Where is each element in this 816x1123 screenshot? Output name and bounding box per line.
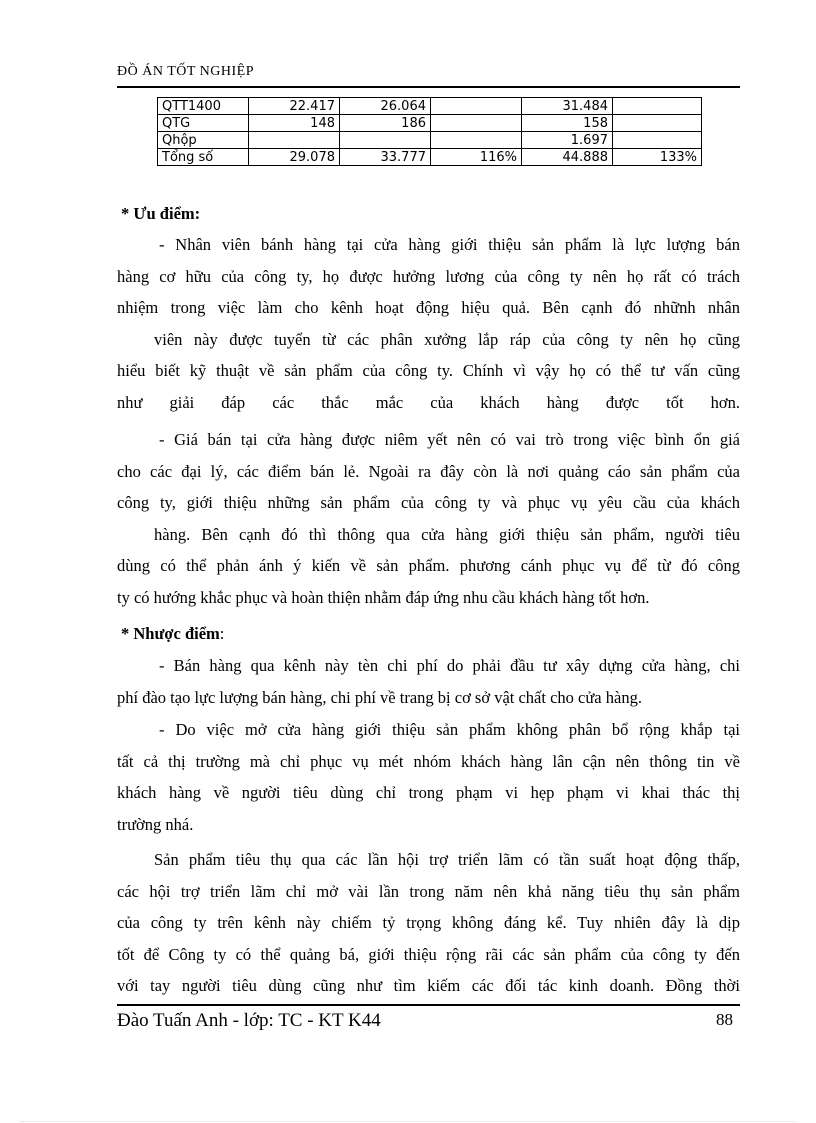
text-line: Sản phẩm tiêu thụ qua các lần hội trợ triển lãm có tần suất hoạt động thấp, <box>154 850 740 869</box>
text-line: hàng. Bên cạnh đó thì thông qua cửa hàng giới thiệu sản phẩm, người tiêu <box>154 524 740 544</box>
disadvantages-paragraph-1 <box>117 650 740 713</box>
table-cell <box>340 132 431 149</box>
table-cell: 133% <box>613 149 702 166</box>
header-rule <box>117 86 740 88</box>
text-line: tất cả thị trường mà chỉ phục vụ mét nhóm khách hàng lân cận nên thông tin về <box>117 751 740 771</box>
table-row <box>158 132 702 149</box>
table-row <box>158 98 702 115</box>
table-cell: QTT1400 <box>158 98 249 115</box>
table-cell: 148 <box>249 115 340 132</box>
page-edge-divider <box>20 1121 796 1122</box>
disadvantages-heading-colon: : <box>219 624 225 643</box>
text-line: hiểu biết kỹ thuật về sản phẩm của công ty. Chính vì vậy họ có thể tư vấn cũng <box>117 361 740 381</box>
footer-rule <box>117 1004 740 1006</box>
text-line: dùng có thể phản ánh ý kiến về sản phẩm. phương cánh phục vụ để từ đó công <box>117 556 740 576</box>
table-cell: 1.697 <box>522 132 613 149</box>
closing-paragraph <box>117 844 740 1002</box>
text-line: hàng cơ hữu của công ty, họ được hưởng lương của công ty nên họ rất có trách <box>117 266 740 286</box>
text-line: - Nhân viên bánh hàng tại cửa hàng giới thiệu sản phẩm là lực lượng bán <box>159 235 740 254</box>
page-header-title: ĐỒ ÁN TỐT NGHIỆP <box>117 64 254 79</box>
text-line: - Do việc mở cửa hàng giới thiệu sản phẩm không phân bổ rộng khắp tại <box>159 720 740 739</box>
disadvantages-paragraph-2 <box>117 714 740 840</box>
table-cell: 116% <box>431 149 522 166</box>
text-line: ty có hướng khắc phục và hoàn thiện nhằm đáp ứng nhu cầu khách hàng tốt hơn. <box>117 587 650 607</box>
table-cell: 44.888 <box>522 149 613 166</box>
text-line: cho các đại lý, các điểm bán lẻ. Ngoài ra đây còn là nơi quảng cáo sản phẩm của <box>117 461 740 481</box>
table-cell: 186 <box>340 115 431 132</box>
page-number: 88 <box>716 1010 733 1029</box>
advantages-paragraph-2 <box>117 424 740 614</box>
table-row-total <box>158 149 702 166</box>
footer-author: Đào Tuấn Anh - lớp: TC - KT K44 <box>117 1010 381 1031</box>
disadvantages-heading <box>121 624 224 644</box>
disadvantages-heading-text: * Nhược điểm <box>121 624 220 643</box>
text-line: của công ty trên kênh này chiếm tỷ trọng không đáng kể. Tuy nhiên đây là dịp <box>117 913 740 933</box>
table-cell: 158 <box>522 115 613 132</box>
table-cell: Tổng số <box>158 149 249 166</box>
table-cell <box>431 115 522 132</box>
table-cell: 31.484 <box>522 98 613 115</box>
table-row <box>158 115 702 132</box>
table-cell: QTG <box>158 115 249 132</box>
table-cell <box>431 132 522 149</box>
table-cell <box>613 132 702 149</box>
text-line: nhiệm trong việc làm cho kênh hoạt động hiệu quả. Bên cạnh đó nhữnh nhân <box>117 298 740 318</box>
text-line: tốt để Công ty có thể quảng bá, giới thiệu rộng rãi các sản phẩm của công ty đến <box>117 944 740 964</box>
text-line: phí đào tạo lực lượng bán hàng, chi phí về trang bị cơ sở vật chất cho cửa hàng. <box>117 687 642 707</box>
table-cell: 22.417 <box>249 98 340 115</box>
table-cell <box>613 98 702 115</box>
text-line: viên này được tuyển từ các phân xưởng lắp ráp của công ty nên họ cũng <box>154 329 740 349</box>
table-cell: 26.064 <box>340 98 431 115</box>
table-cell <box>613 115 702 132</box>
text-line: như giải đáp các thắc mắc của khách hàng được tốt hơn. <box>117 392 740 412</box>
table-cell: Qhộp <box>158 132 249 149</box>
advantages-heading: * Ưu điểm: <box>121 204 201 223</box>
table-cell: 33.777 <box>340 149 431 166</box>
table-cell <box>249 132 340 149</box>
table-cell <box>431 98 522 115</box>
table-cell: 29.078 <box>249 149 340 166</box>
text-line: với tay người tiêu dùng cũng như tìm kiếm các đối tác kinh doanh. Đồng thời <box>117 976 740 996</box>
data-table <box>157 97 702 166</box>
text-line: công ty, giới thiệu những sản phẩm của công ty và phục vụ yêu cầu của khách <box>117 493 740 513</box>
text-line: - Giá bán tại cửa hàng được niêm yết nên có vai trò trong việc bình ổn giá <box>159 430 740 449</box>
advantages-paragraph-1 <box>117 229 740 419</box>
text-line: trường nhá. <box>117 814 194 834</box>
text-line: - Bán hàng qua kênh này tèn chi phí do phải đầu tư xây dựng cửa hàng, chi <box>159 656 740 675</box>
text-line: các hội trợ triển lãm chỉ mở vài lần trong năm nên khả năng tiêu thụ sản phẩm <box>117 881 740 901</box>
text-line: khách hàng về người tiêu dùng chỉ trong phạm vi hẹp phạm vi khai thác thị <box>117 783 740 803</box>
